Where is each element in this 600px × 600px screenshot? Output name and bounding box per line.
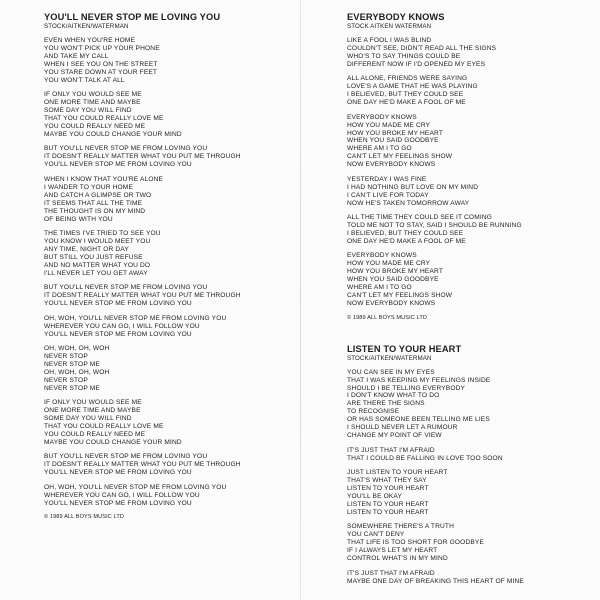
song-credit: STOCK/AITKEN/WATERMAN	[44, 23, 129, 30]
lyric-line: WHERE AM I TO GO	[347, 145, 412, 153]
lyric-line: WHEREVER YOU CAN GO, I WILL FOLLOW YOU	[44, 491, 200, 499]
lyric-line: ONE MORE TIME AND MAYBE	[44, 99, 141, 107]
stanza	[44, 145, 312, 169]
lyric-line: AND TAKE MY CALL	[44, 52, 109, 60]
lyric-line: WHEN YOU SAID GOODBYE	[347, 137, 439, 145]
lyric-line: CAN'T LET MY FEELINGS SHOW	[347, 292, 453, 300]
lyric-line: IF ONLY YOU WOULD SEE ME	[44, 399, 142, 407]
lyric-line: YOU'LL NEVER STOP ME FROM LOVING YOU	[44, 469, 192, 477]
song-lyrics	[347, 369, 600, 586]
lyric-line: ALL THE TIME THEY COULD SEE IT COMING	[347, 214, 493, 222]
lyric-line: NEVER STOP ME	[44, 384, 100, 392]
stanza	[347, 447, 600, 463]
lyric-line: I HAD NOTHING BUT LOVE ON MY MIND	[347, 183, 479, 191]
left-column	[44, 12, 312, 521]
lyric-line: THAT I COULD BE FALLING IN LOVE TOO SOON	[347, 454, 503, 462]
lyric-line: IT DOESN'T REALLY MATTER WHAT YOU PUT ME THROUGH	[44, 153, 241, 161]
lyric-line: SOME DAY YOU WILL FIND	[44, 107, 132, 115]
lyric-line: THAT LIFE IS TOO SHORT FOR GOODBYE	[347, 539, 484, 547]
stanza	[347, 75, 600, 107]
lyric-line: WHEN I SEE YOU ON THE STREET	[44, 60, 158, 68]
stanza	[347, 469, 600, 517]
lyric-line: YOU'LL NEVER STOP ME FROM LOVING YOU	[44, 499, 192, 507]
lyric-line: CAN'T LET MY FEELINGS SHOW	[347, 153, 453, 161]
lyric-line: LISTEN TO YOUR HEART	[347, 500, 429, 508]
lyric-line: IF ONLY YOU WOULD SEE ME	[44, 91, 142, 99]
lyric-line: HOW YOU MADE ME CRY	[347, 121, 431, 129]
stanza	[44, 399, 312, 447]
lyric-line: YOU COULD REALLY NEED ME	[44, 123, 146, 131]
lyric-line: YOU'LL NEVER STOP ME FROM LOVING YOU	[44, 300, 192, 308]
lyric-line: I DON'T KNOW WHAT TO DO	[347, 392, 440, 400]
lyric-line: BUT STILL YOU JUST REFUSE	[44, 253, 143, 261]
song-title: YOU'LL NEVER STOP ME LOVING YOU	[44, 12, 221, 22]
stanza	[347, 37, 600, 69]
lyric-line: LIKE A FOOL I WAS BLIND	[347, 37, 432, 44]
lyric-line: YOU CAN SEE IN MY EYES	[347, 368, 435, 376]
lyric-line: CONTROL WHAT'S IN MY MIND	[347, 555, 448, 563]
song-title: EVERYBODY KNOWS	[347, 12, 445, 22]
lyric-line: OH, WOH, OH, WOH	[44, 368, 110, 376]
lyric-line: YOU CAN'T DENY	[347, 531, 405, 539]
lyric-line: ALL ALONE, FRIENDS WERE SAYING	[347, 75, 468, 83]
stanza	[347, 252, 600, 308]
copyright-notice: © 1989 ALL BOYS MUSIC LTD	[44, 514, 124, 521]
lyric-line: IT SEEMS THAT ALL THE TIME	[44, 199, 143, 207]
lyric-line: HOW YOU MADE ME CRY	[347, 260, 431, 268]
song-lyrics	[347, 37, 600, 308]
lyric-line: WHEREVER YOU CAN GO, I WILL FOLLOW YOU	[44, 322, 200, 330]
lyric-line: THAT YOU COULD REALLY LOVE ME	[44, 115, 164, 123]
lyric-line: THAT YOU COULD REALLY LOVE ME	[44, 423, 164, 431]
lyric-line: THAT'S WHAT THEY SAY	[347, 477, 427, 485]
lyric-line: CHANGE MY POINT OF VIEW	[347, 432, 442, 440]
lyric-line: WHEN YOU SAID GOODBYE	[347, 276, 439, 284]
lyric-line: IT'S JUST THAT I'M AFRAID	[347, 446, 435, 454]
lyric-line: WHEN I KNOW THAT YOU'RE ALONE	[44, 175, 164, 183]
lyric-line: I'LL NEVER LET YOU GET AWAY	[44, 269, 148, 277]
lyric-line: BUT YOU'LL NEVER STOP ME FROM LOVING YOU	[44, 284, 208, 292]
lyric-line: ONE MORE TIME AND MAYBE	[44, 407, 141, 415]
lyric-line: I BELIEVED, BUT THEY COULD SEE	[347, 230, 464, 238]
lyric-line: ARE THERE THE SIGNS	[347, 400, 425, 408]
song-credit: STOCK/AITKEN/WATERMAN	[347, 354, 432, 362]
lyric-line: LISTEN TO YOUR HEART	[347, 484, 429, 492]
stanza	[44, 345, 312, 393]
lyric-line: AND CATCH A GLIMPSE OR TWO	[44, 191, 152, 199]
lyric-line: I CAN'T LIVE FOR TODAY	[347, 191, 429, 199]
stanza	[347, 369, 600, 441]
stanza	[44, 453, 312, 477]
lyric-line: NOW HE'S TAKEN TOMORROW AWAY	[347, 199, 470, 207]
lyric-line: IT DOESN'T REALLY MATTER WHAT YOU PUT ME THROUGH	[44, 461, 241, 469]
lyric-line: YOU STARE DOWN AT YOUR FEET	[44, 68, 158, 76]
lyric-line: MAYBE ONE DAY OF BREAKING THIS HEART OF MINE	[347, 577, 524, 585]
lyric-line: SOME DAY YOU WILL FIND	[44, 415, 132, 423]
lyric-line: YOU'LL NEVER STOP ME FROM LOVING YOU	[44, 330, 192, 338]
lyric-line: YOU'LL BE OKAY	[347, 492, 403, 500]
lyric-line: WHO'S TO SAY THINGS COULD BE	[347, 52, 461, 60]
lyric-line: IF I ALWAYS LET MY HEART	[347, 547, 438, 555]
lyric-line: AND NO MATTER WHAT YOU DO	[44, 261, 151, 269]
lyric-line: LOVE'S A GAME THAT HE WAS PLAYING	[347, 83, 478, 91]
right-column	[347, 12, 600, 592]
lyric-line: EVERYBODY KNOWS	[347, 113, 417, 121]
lyric-line: DIFFERENT NOW IF I'D OPENED MY EYES	[347, 60, 486, 68]
lyric-line: OH, WOH, YOU'LL NEVER STOP ME FROM LOVING YOU	[44, 483, 227, 491]
lyric-line: BUT YOU'LL NEVER STOP ME FROM LOVING YOU	[44, 145, 208, 153]
lyric-line: JUST LISTEN TO YOUR HEART	[347, 469, 448, 477]
lyric-line: THE TIMES I'VE TRIED TO SEE YOU	[44, 230, 161, 238]
lyric-line: TO RECOGNISE	[347, 408, 400, 416]
lyric-line: MAYBE YOU COULD CHANGE YOUR MIND	[44, 438, 182, 446]
lyric-line: YOU WON'T TALK AT ALL	[44, 76, 125, 84]
copyright-notice: © 1989 ALL BOYS MUSIC LTD	[347, 314, 427, 321]
lyric-line: COULDN'T SEE, DIDN'T READ ALL THE SIGNS	[347, 44, 497, 52]
lyric-line: OH, WOH, YOU'LL NEVER STOP ME FROM LOVING YOU	[44, 314, 227, 322]
lyric-line: HOW YOU BROKE MY HEART	[347, 129, 443, 137]
stanza	[347, 114, 600, 170]
lyric-line: ONE DAY HE'D MAKE A FOOL OF ME	[347, 99, 466, 107]
lyric-line: THE THOUGHT IS ON MY MIND	[44, 207, 146, 215]
lyric-line: ANY TIME, NIGHT OR DAY	[44, 245, 129, 253]
stanza	[44, 37, 312, 85]
stanza	[44, 176, 312, 224]
stanza	[347, 176, 600, 208]
lyric-line: EVEN WHEN YOU'RE HOME	[44, 37, 136, 44]
song-youll-never-stop-me-loving-you	[44, 12, 312, 521]
song-listen-to-your-heart	[347, 344, 600, 586]
song-everybody-knows	[347, 12, 600, 322]
lyric-line: NEVER STOP	[44, 352, 88, 360]
stanza	[347, 214, 600, 246]
lyric-line: NEVER STOP	[44, 376, 88, 384]
stanza	[44, 91, 312, 139]
lyric-line: BUT YOU'LL NEVER STOP ME FROM LOVING YOU	[44, 453, 208, 461]
lyric-line: IT DOESN'T REALLY MATTER WHAT YOU PUT ME THROUGH	[44, 292, 241, 300]
lyric-line: MAYBE YOU COULD CHANGE YOUR MIND	[44, 130, 182, 138]
lyric-line: OF BEING WITH YOU	[44, 215, 113, 223]
lyric-line: I WANDER TO YOUR HOME	[44, 183, 134, 191]
lyric-line: EVERYBODY KNOWS	[347, 252, 417, 260]
lyric-line: HOW YOU BROKE MY HEART	[347, 268, 443, 276]
lyric-line: LISTEN TO YOUR HEART	[347, 508, 429, 516]
lyric-line: SOMEWHERE THERE'S A TRUTH	[347, 523, 454, 531]
lyric-line: OR HAS SOMEONE BEEN TELLING ME LIES	[347, 416, 490, 424]
stanza	[44, 484, 312, 508]
lyric-line: NOW EVERYBODY KNOWS	[347, 161, 436, 169]
lyric-line: YESTERDAY I WAS FINE	[347, 175, 427, 183]
lyric-line: I SHOULD NEVER LET A RUMOUR	[347, 424, 458, 432]
stanza	[44, 284, 312, 308]
song-title: LISTEN TO YOUR HEART	[347, 343, 462, 354]
lyric-line: ONE DAY HE'D MAKE A FOOL OF ME	[347, 237, 466, 245]
lyric-line: NOW EVERYBODY KNOWS	[347, 300, 436, 308]
lyric-line: YOU WON'T PICK UP YOUR PHONE	[44, 44, 160, 52]
stanza	[44, 230, 312, 278]
song-credit: STOCK AITKEN WATERMAN	[347, 23, 432, 30]
stanza	[44, 315, 312, 339]
lyric-line: SHOULD I BE TELLING EVERYBODY	[347, 384, 466, 392]
lyric-line: IT'S JUST THAT I'M AFRAID	[347, 569, 435, 577]
lyric-line: YOU COULD REALLY NEED ME	[44, 430, 146, 438]
lyric-line: THAT I WAS KEEPING MY FEELINGS INSIDE	[347, 376, 491, 384]
lyric-line: WHERE AM I TO GO	[347, 284, 412, 292]
stanza	[347, 570, 600, 586]
lyric-line: YOU'LL NEVER STOP ME FROM LOVING YOU	[44, 161, 192, 169]
lyric-line: OH, WOH, OH, WOH	[44, 344, 110, 352]
stanza	[347, 523, 600, 563]
lyric-line: TOLD ME NOT TO STAY, SAID I SHOULD BE RUNNING	[347, 222, 522, 230]
lyric-line: YOU KNOW I WOULD MEET YOU	[44, 237, 151, 245]
lyric-line: I BELIEVED, BUT THEY COULD SEE	[347, 91, 464, 99]
song-lyrics	[44, 37, 312, 508]
lyric-line: NEVER STOP ME	[44, 360, 100, 368]
